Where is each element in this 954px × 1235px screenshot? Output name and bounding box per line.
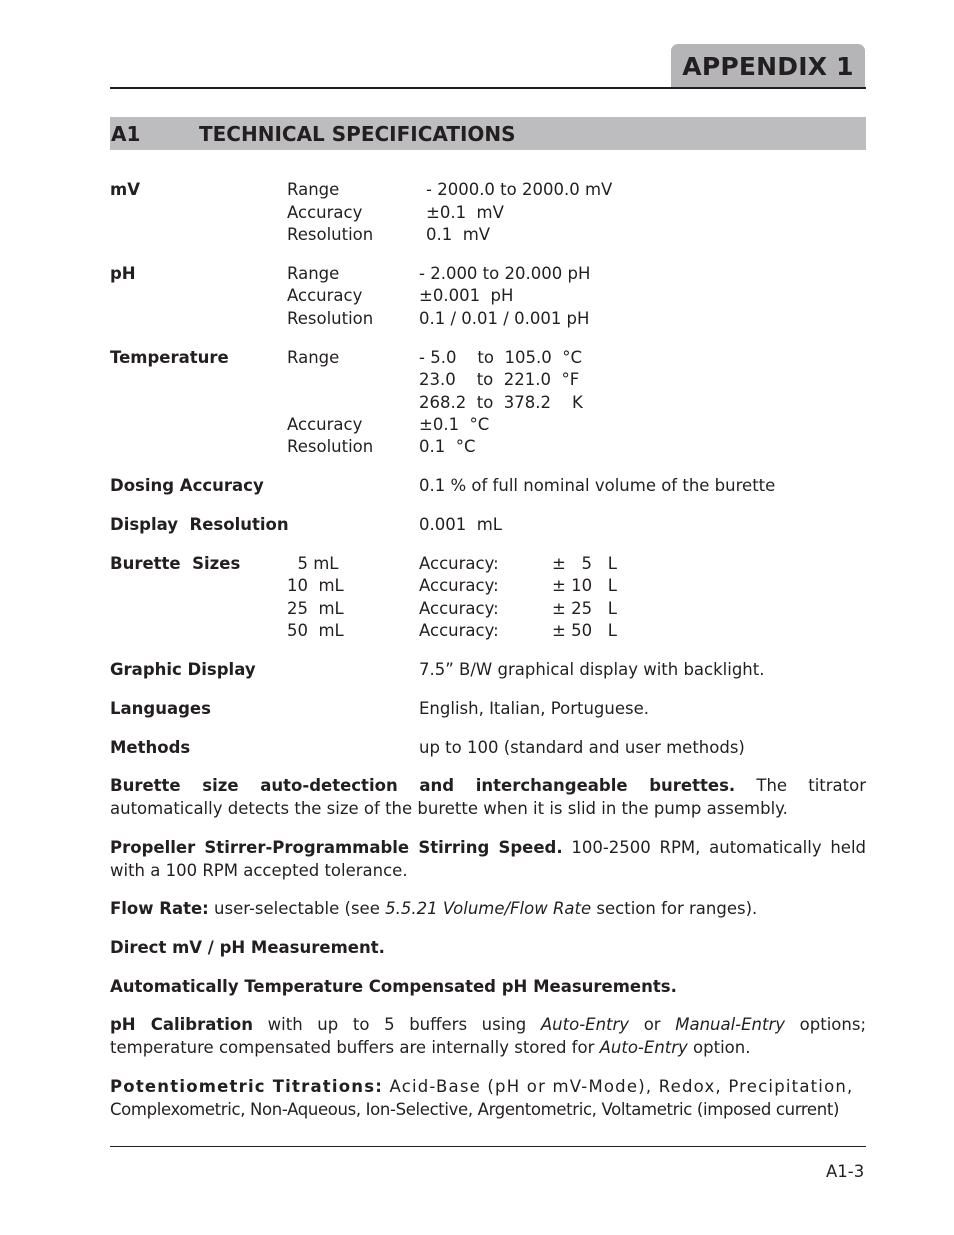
burette-accuracy-label: Accuracy:	[419, 576, 499, 595]
paragraph-lead: Automatically Temperature Compensated pH Measurements.	[110, 977, 677, 996]
section-reference: 5.5.21 Volume/Flow Rate	[385, 899, 592, 918]
spec-value: - 2.000 to 20.000 pH	[419, 264, 591, 283]
burette-accuracy-value: ± 25 L	[552, 599, 617, 618]
section-number: A1	[111, 122, 141, 146]
spec-value: 268.2 to 378.2 K	[419, 393, 583, 412]
spec-value: ±0.1 mV	[426, 203, 504, 222]
spec-label-mv: mV	[110, 180, 140, 199]
paragraph-text: Complexometric, Non-Aqueous, Ion-Selective, Argentometric, Voltametric (imposed current)	[110, 1099, 840, 1119]
paragraph-text: option.	[687, 1037, 751, 1057]
paragraph-lead: Burette size auto-detection and interchangeable burettes.	[110, 776, 736, 795]
paragraph-burette-detection	[110, 775, 866, 820]
spec-value: ±0.001 pH	[419, 286, 514, 305]
paragraph-text: section for ranges).	[591, 899, 758, 918]
spec-param: Accuracy	[287, 415, 363, 434]
paragraph-text: options; temperature compensated buffers are internally stored for	[110, 1015, 866, 1057]
burette-accuracy-label: Accuracy:	[419, 599, 499, 618]
spec-param: Resolution	[287, 225, 374, 244]
spec-label-languages: Languages	[110, 699, 211, 718]
appendix-tab: APPENDIX 1	[671, 44, 865, 88]
paragraph-ph-calibration	[110, 1014, 866, 1059]
paragraph-flow-rate	[110, 898, 866, 921]
burette-accuracy-value: ± 10 L	[552, 576, 617, 595]
burette-accuracy-value: ± 5 L	[552, 554, 617, 573]
paragraph-lead: Flow Rate:	[110, 899, 209, 918]
spec-value: 0.1 / 0.01 / 0.001 pH	[419, 309, 590, 328]
spec-param: Resolution	[287, 437, 374, 456]
paragraph-lead: Propeller Stirrer-Programmable Stirring Speed.	[110, 838, 563, 857]
paragraph-lead: pH Calibration	[110, 1015, 254, 1034]
page-number: A1-3	[826, 1162, 865, 1181]
option-name: Auto-Entry	[540, 1015, 630, 1034]
paragraph-text: 100-2500 RPM, automatically held with a 100 RPM accepted tolerance.	[110, 838, 867, 880]
spec-label-ph: pH	[110, 264, 136, 283]
header-rule	[110, 87, 866, 89]
spec-value: 0.1 % of full nominal volume of the burette	[419, 476, 776, 495]
paragraph-text: Acid-Base (pH or mV-Mode), Redox, Precipitation,	[383, 1077, 854, 1096]
spec-label-graphic-display: Graphic Display	[110, 660, 256, 679]
spec-value: English, Italian, Portuguese.	[419, 699, 649, 718]
spec-value: ±0.1 °C	[419, 415, 490, 434]
burette-size: 25 mL	[287, 599, 344, 618]
burette-size: 10 mL	[287, 576, 344, 595]
spec-value: 0.001 mL	[419, 515, 502, 534]
paragraph-direct-measurement	[110, 937, 866, 960]
paragraph-titrations	[110, 1076, 866, 1121]
spec-value: 0.1 °C	[419, 437, 476, 456]
paragraph-stirrer	[110, 837, 866, 882]
spec-value: - 2000.0 to 2000.0 mV	[426, 180, 613, 199]
burette-size: 5 mL	[287, 554, 339, 573]
spec-param: Range	[287, 348, 340, 367]
spec-value: up to 100 (standard and user methods)	[419, 738, 745, 757]
spec-param: Accuracy	[287, 203, 363, 222]
spec-value: 7.5” B/W graphical display with backlight.	[419, 660, 765, 679]
spec-param: Range	[287, 180, 340, 199]
paragraph-text: or	[629, 1015, 676, 1034]
spec-param: Resolution	[287, 309, 374, 328]
paragraph-lead: Potentiometric Titrations:	[110, 1077, 384, 1096]
spec-label-methods: Methods	[110, 738, 191, 757]
footer-rule	[110, 1146, 866, 1147]
burette-accuracy-value: ± 50 L	[552, 621, 617, 640]
paragraph-temp-compensation	[110, 976, 866, 999]
burette-accuracy-label: Accuracy:	[419, 554, 499, 573]
spec-value: - 5.0 to 105.0 °C	[419, 348, 582, 367]
paragraph-text: The titrator automatically detects the size of the burette when it is slid in the pump assembly.	[110, 776, 867, 818]
spec-value: 23.0 to 221.0 °F	[419, 370, 580, 389]
paragraph-text: with up to 5 buffers using	[253, 1015, 541, 1034]
spec-param: Range	[287, 264, 340, 283]
paragraph-lead: Direct mV / pH Measurement.	[110, 938, 385, 957]
spec-label-temperature: Temperature	[110, 348, 229, 367]
section-heading	[110, 117, 866, 150]
spec-param: Accuracy	[287, 286, 363, 305]
burette-accuracy-label: Accuracy:	[419, 621, 499, 640]
section-title: TECHNICAL SPECIFICATIONS	[199, 122, 516, 146]
spec-label-burette: Burette Sizes	[110, 554, 241, 573]
option-name: Auto-Entry	[599, 1037, 688, 1057]
spec-value: 0.1 mV	[426, 225, 491, 244]
spec-label-dosing: Dosing Accuracy	[110, 476, 264, 495]
burette-size: 50 mL	[287, 621, 344, 640]
paragraph-text: user-selectable (see	[208, 899, 386, 918]
option-name: Manual-Entry	[675, 1015, 786, 1034]
spec-label-display-resolution: Display Resolution	[110, 515, 289, 534]
